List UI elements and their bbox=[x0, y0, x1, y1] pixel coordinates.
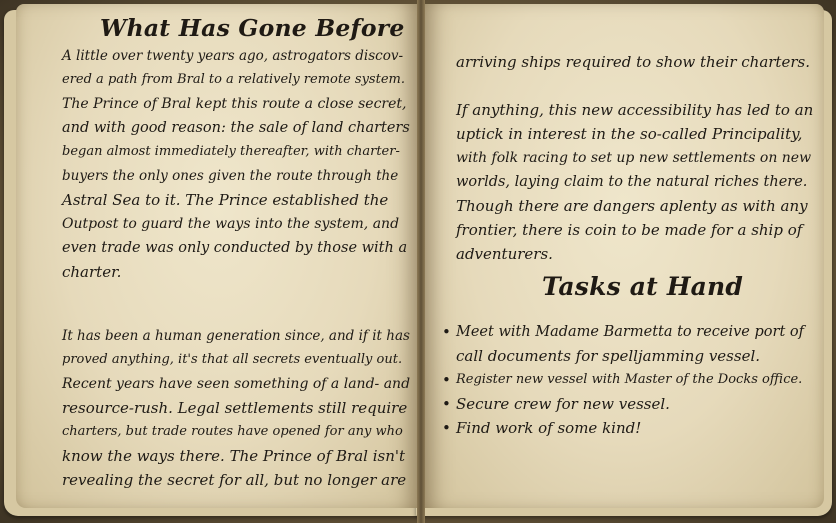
paragraph-line: frontier, there is coin to be made for a ship of bbox=[456, 221, 803, 239]
paragraph-line: with folk racing to set up new settlements on new bbox=[456, 150, 812, 166]
task-item: Find work of some kind! bbox=[456, 419, 642, 437]
paragraph-line: A little over twenty years ago, astrogators discov- bbox=[62, 48, 404, 64]
right-page bbox=[422, 4, 824, 508]
paragraph-line: Astral Sea to it. The Prince established the bbox=[62, 191, 389, 209]
paragraph-line: charters, but trade routes have opened for any who bbox=[62, 424, 403, 439]
paragraph-line: charter. bbox=[62, 263, 122, 281]
bullet-icon: • bbox=[442, 371, 451, 389]
book-spine-gutter bbox=[417, 0, 425, 523]
task-item: Register new vessel with Master of the Docks office. bbox=[456, 372, 803, 387]
continuation-line: arriving ships required to show their charters. bbox=[456, 53, 810, 71]
paragraph-line: Recent years have seen something of a land- and bbox=[62, 376, 411, 392]
paragraph-line: Though there are dangers aplenty as with any bbox=[456, 197, 808, 215]
bullet-icon: • bbox=[442, 323, 451, 341]
paragraph-line: proved anything, it's that all secrets eventually out. bbox=[62, 352, 403, 367]
task-item: Secure crew for new vessel. bbox=[456, 395, 670, 413]
paragraph-line: ered a path from Bral to a relatively remote system. bbox=[62, 72, 405, 87]
task-item: Meet with Madame Barmetta to receive port of bbox=[456, 324, 804, 340]
paragraph-line: even trade was only conducted by those with a bbox=[62, 240, 408, 256]
heading-what-has-gone-before: What Has Gone Before bbox=[100, 14, 405, 42]
task-item-continuation: call documents for spelljamming vessel. bbox=[456, 347, 761, 365]
paragraph-line: The Prince of Bral kept this route a close secret, bbox=[62, 96, 407, 112]
paragraph-line: began almost immediately thereafter, with charter- bbox=[62, 144, 400, 159]
paragraph-line: buyers the only ones given the route through the bbox=[62, 168, 399, 184]
paragraph-line: and with good reason: the sale of land charters bbox=[62, 120, 410, 136]
heading-tasks-at-hand: Tasks at Hand bbox=[542, 272, 744, 301]
paragraph-line: know the ways there. The Prince of Bral isn't bbox=[62, 447, 406, 465]
paragraph-line: resource-rush. Legal settlements still require bbox=[62, 399, 408, 417]
left-page bbox=[16, 4, 420, 508]
paragraph-line: revealing the secret for all, but no longer are bbox=[62, 471, 407, 489]
bullet-icon: • bbox=[442, 395, 451, 413]
paragraph-line: worlds, laying claim to the natural riches there. bbox=[456, 174, 808, 190]
paragraph-line: Outpost to guard the ways into the system, and bbox=[62, 216, 400, 232]
paragraph-line: adventurers. bbox=[456, 245, 553, 263]
paragraph-line: It has been a human generation since, and if it has bbox=[62, 328, 410, 344]
bullet-icon: • bbox=[442, 419, 451, 437]
paragraph-line: uptick in interest in the so-called Principality, bbox=[456, 125, 803, 143]
paragraph-line: If anything, this new accessibility has led to an bbox=[456, 101, 814, 119]
